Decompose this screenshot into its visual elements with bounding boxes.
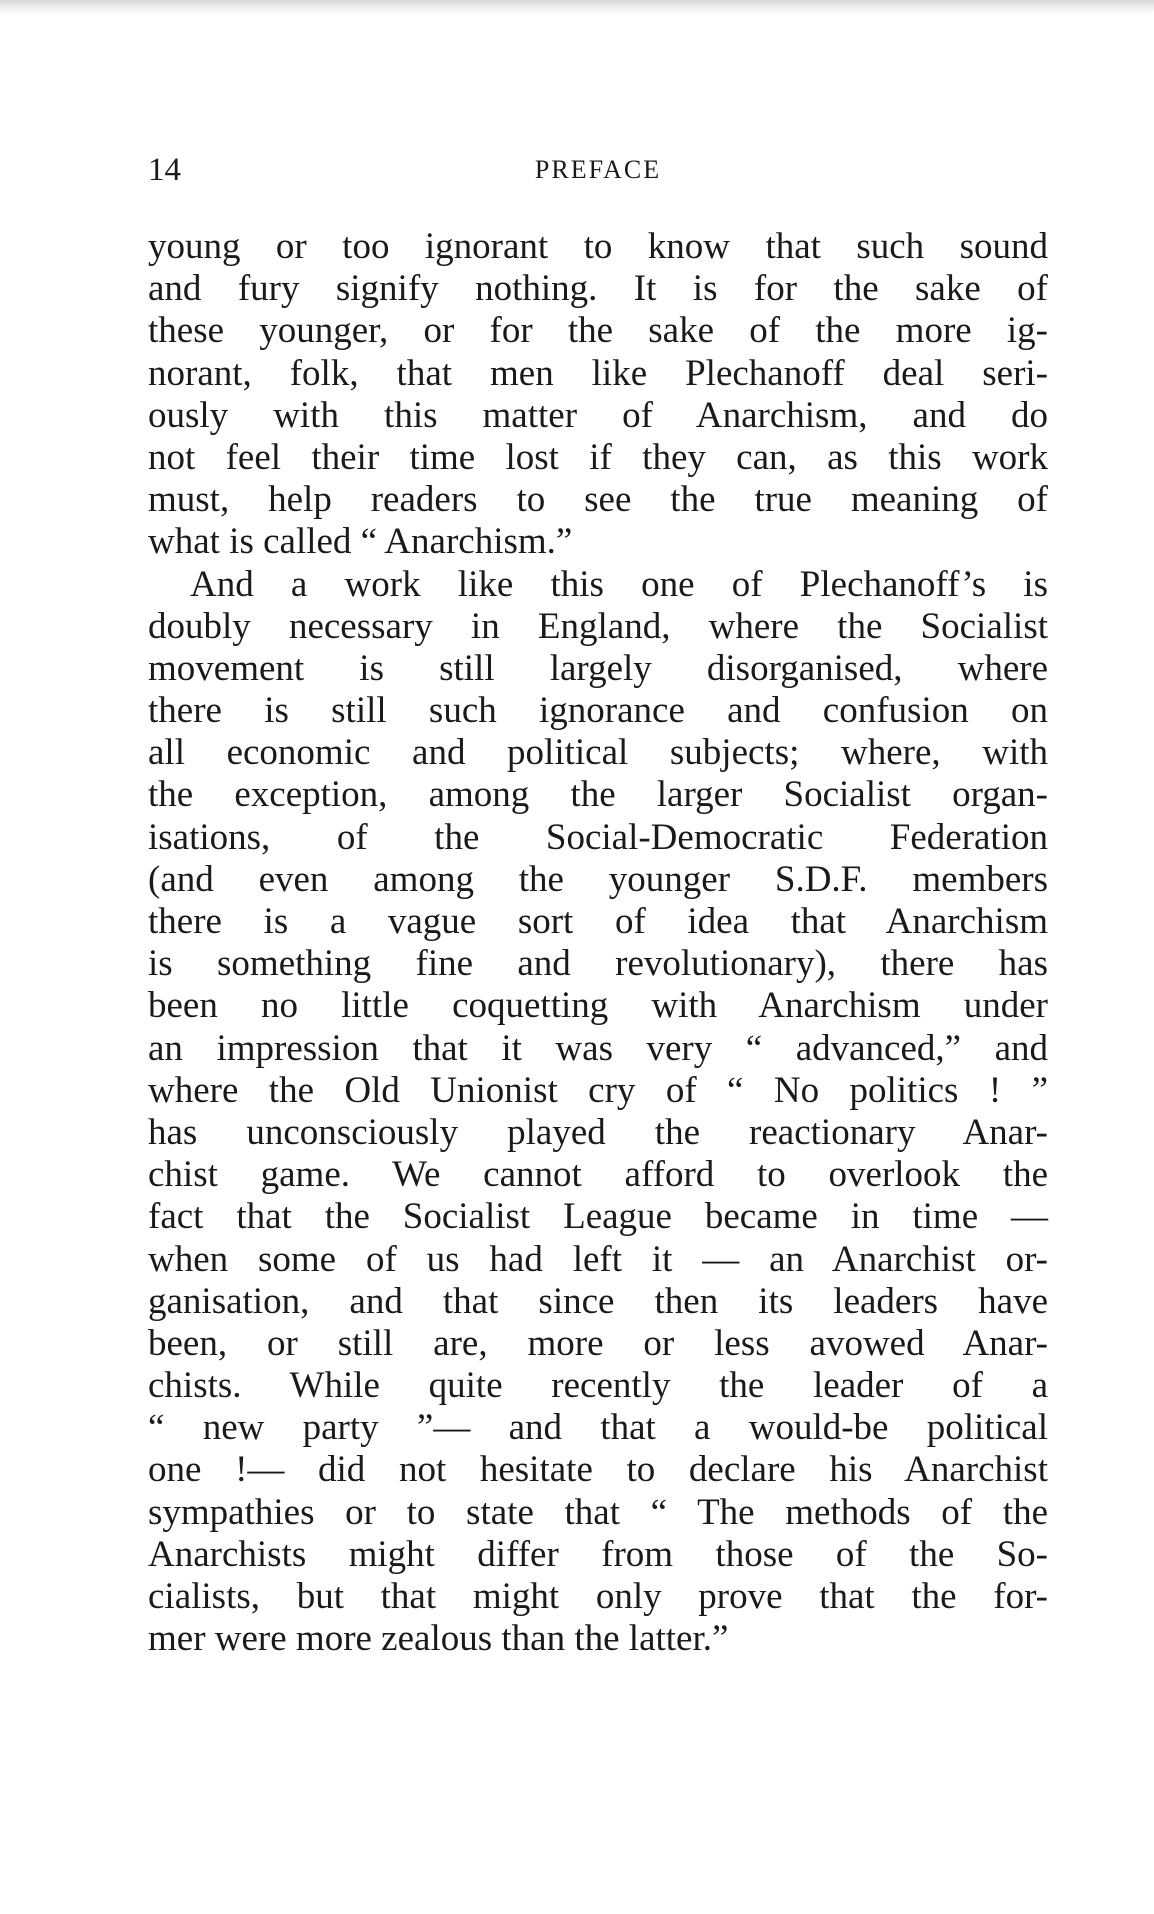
text-line: young or too ignorant to know that such sound [148, 226, 1048, 267]
running-head: PREFACE [534, 155, 662, 184]
text-line: not feel their time lost if they can, as this work [148, 436, 1048, 478]
text-line: one !— did not hesitate to declare his Anarchist [148, 1449, 1048, 1491]
text-line: what is called “ Anarchism.” [148, 521, 573, 563]
text-line: fact that the Socialist League became in time — [148, 1196, 1048, 1238]
text-line: these younger, or for the sake of the more ig- [148, 310, 1048, 352]
text-line: norant, folk, that men like Plechanoff deal seri- [148, 352, 1048, 394]
text-line: there is a vague sort of idea that Anarchism [148, 901, 1048, 942]
text-line: isations, of the Social-Democratic Federation [148, 816, 1048, 858]
text-line: when some of us had left it — an Anarchist or- [148, 1238, 1048, 1280]
text-line: has unconsciously played the reactionary Anar- [148, 1111, 1048, 1153]
text-line: Anarchists might differ from those of the So- [148, 1533, 1048, 1575]
text-line: the exception, among the larger Socialist organ- [148, 774, 1048, 816]
page-number: 14 [148, 152, 181, 188]
text-line: ganisation, and that since then its leaders have [148, 1280, 1048, 1322]
text-line: is something fine and revolutionary), there has [148, 943, 1048, 985]
paragraph [148, 226, 1048, 564]
text-line: where the Old Unionist cry of “ No politics ! ” [148, 1069, 1048, 1111]
text-line: been no little coquetting with Anarchism under [148, 985, 1048, 1027]
text-line: all economic and political subjects; where, with [148, 732, 1048, 774]
text-line: movement is still largely disorganised, where [148, 647, 1048, 689]
text-line: “ new party ”— and that a would-be political [148, 1407, 1048, 1449]
body-text [148, 226, 1048, 1660]
text-line: mer were more zealous than the latter.” [148, 1618, 729, 1660]
text-line: doubly necessary in England, where the Socialist [148, 605, 1048, 647]
text-line: ously with this matter of Anarchism, and do [148, 394, 1048, 436]
text-line: and fury signify nothing. It is for the sake of [148, 268, 1048, 310]
text-line: must, help readers to see the true meaning of [148, 479, 1048, 521]
text-line: chists. While quite recently the leader of a [148, 1365, 1048, 1407]
page-top-edge [0, 0, 1154, 14]
text-line: been, or still are, more or less avowed Anar- [148, 1322, 1048, 1364]
text-line: chist game. We cannot afford to overlook the [148, 1154, 1048, 1196]
paragraph [148, 564, 1048, 1661]
text-line: And a work like this one of Plechanoff’s is [190, 563, 1048, 605]
text-line: cialists, but that might only prove that the for- [148, 1576, 1048, 1617]
text-line: an impression that it was very “ advanced,” and [148, 1027, 1048, 1069]
text-line: sympathies or to state that “ The methods of the [148, 1491, 1048, 1533]
page-header [148, 150, 1048, 190]
text-line: (and even among the younger S.D.F. members [148, 858, 1048, 900]
text-line: there is still such ignorance and confusion on [148, 690, 1048, 732]
